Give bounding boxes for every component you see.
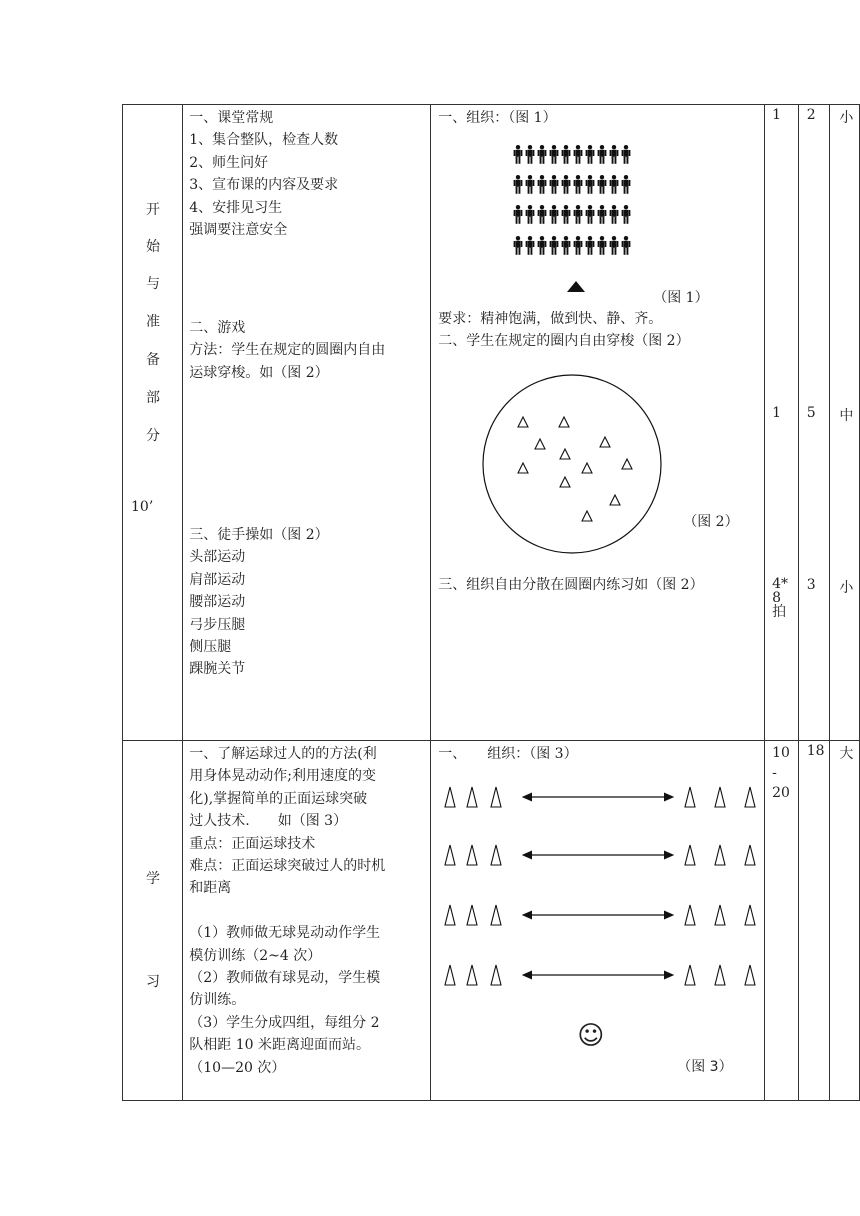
time-value: 2	[806, 107, 816, 123]
section-label-char: 开	[146, 202, 160, 218]
text-line: 一、了解运球过人的的方法(利	[189, 746, 377, 762]
section-label-char: 与	[146, 276, 160, 292]
time-value: 3	[806, 577, 816, 593]
text-line: 难点：正面运球突破过人的时机	[189, 858, 386, 875]
section-label-char: 习	[146, 974, 160, 990]
learning-content-block	[183, 741, 391, 1081]
figure1-formation	[513, 141, 639, 263]
count-value: 1	[772, 107, 782, 123]
count-cell	[765, 105, 799, 741]
section-label-char: 分	[146, 428, 160, 444]
count-value: 8	[772, 590, 782, 606]
section-label-cell	[123, 741, 183, 1101]
count-value: 4*	[772, 576, 789, 592]
lesson-plan-table	[122, 104, 860, 1101]
section-label-char: 准	[146, 314, 160, 330]
text-line: 腰部运动	[189, 594, 246, 611]
text-line	[189, 900, 385, 922]
count-stack	[772, 743, 790, 803]
text-line: 1、集合整队，检查人数	[189, 132, 339, 149]
count-stack	[772, 577, 788, 619]
content-cell	[183, 741, 431, 1101]
text-line: 和距离	[189, 880, 232, 897]
text-line: 3、宣布课的内容及要求	[189, 177, 339, 194]
org-heading: 三、组织自由分散在圆圈内练习如（图 2）	[438, 577, 704, 593]
text-line: （10—20 次）	[189, 1059, 286, 1076]
org-heading: 二、学生在规定的圈内自由穿梭（图 2）	[438, 333, 690, 349]
count-value: 10	[772, 745, 790, 761]
section-label-char: 始	[146, 239, 160, 255]
exercise-block	[183, 522, 334, 683]
text-line: 二、游戏	[189, 320, 246, 336]
text-line: （2）教师做有球晃动，学生模	[189, 970, 381, 987]
section-learning-row	[123, 741, 860, 1101]
count-cell	[765, 741, 799, 1101]
section-label-cell	[123, 105, 183, 741]
intensity-cell	[830, 741, 860, 1101]
intensity-cell	[830, 105, 860, 741]
text-line: 仿训练。	[189, 992, 246, 1009]
text-line: 4、安排见习生	[189, 199, 283, 216]
figure2-caption: （图 2）	[683, 514, 739, 530]
time-value: 5	[806, 405, 816, 421]
text-line: 2、师生问好	[189, 154, 269, 171]
time-value: 18	[806, 743, 825, 759]
text-line: 化),掌握简单的正面运球突破	[189, 790, 368, 807]
count-value: 拍	[772, 604, 787, 620]
section-label-char: 学	[146, 871, 160, 887]
text-line: 侧压腿	[189, 639, 232, 656]
smiley-icon: ☺	[577, 1021, 605, 1051]
intensity-value: 小	[839, 110, 854, 126]
figure1-caption: （图 1）	[653, 290, 709, 306]
org-heading: 一、 组织：（图 3）	[438, 746, 578, 762]
text-line: 一、课堂常规	[189, 110, 274, 126]
org-heading: 一、组织：（图 1）	[438, 110, 557, 126]
text-line: （3）学生分成四组，每组分 2	[189, 1014, 380, 1031]
section-warmup-row	[123, 105, 860, 741]
text-line: 队相距 10 米距离迎面而站。	[189, 1037, 370, 1054]
figure2-circle	[481, 373, 663, 555]
text-line: 弓步压腿	[189, 616, 246, 633]
text-line: 踝腕关节	[189, 661, 246, 678]
intensity-value: 大	[839, 746, 854, 762]
text-line: 三、徒手操如（图 2）	[189, 527, 329, 543]
text-line: 头部运动	[189, 549, 246, 566]
time-cell	[798, 105, 830, 741]
time-cell	[798, 741, 830, 1101]
text-line: 模仿训练（2~4 次）	[189, 947, 322, 964]
intensity-value: 小	[839, 580, 854, 596]
organization-cell	[431, 741, 765, 1101]
text-line: 过人技术. 如（图 3）	[189, 813, 348, 830]
game-block	[183, 315, 391, 386]
text-line: 肩部运动	[189, 571, 246, 588]
text-line: 用身体晃动动作;利用速度的变	[189, 768, 376, 785]
section-label-char: 部	[146, 390, 160, 406]
text-line: （1）教师做无球晃动动作学生	[189, 925, 381, 942]
count-value: -	[772, 765, 777, 781]
organization-cell	[431, 105, 765, 741]
intensity-value: 中	[839, 408, 854, 424]
requirement-text: 要求：精神饱满，做到快、静、齐。	[438, 311, 663, 327]
count-value: 20	[772, 785, 790, 801]
section-time: 10’	[131, 499, 154, 515]
text-line: 运球穿梭。如（图 2）	[189, 364, 329, 381]
teacher-marker-icon	[565, 279, 587, 295]
content-cell	[183, 105, 431, 741]
count-value: 1	[772, 405, 782, 421]
text-line: 方法：学生在规定的圆圈内自由	[189, 342, 386, 359]
figure3-drill-diagram	[439, 785, 765, 995]
text-line: 重点：正面运球技术	[189, 835, 316, 852]
figure3-caption: （图 3）	[677, 1059, 733, 1075]
routine-block	[183, 105, 344, 243]
section-label-char: 备	[146, 352, 160, 368]
text-line: 强调要注意安全	[189, 222, 288, 239]
